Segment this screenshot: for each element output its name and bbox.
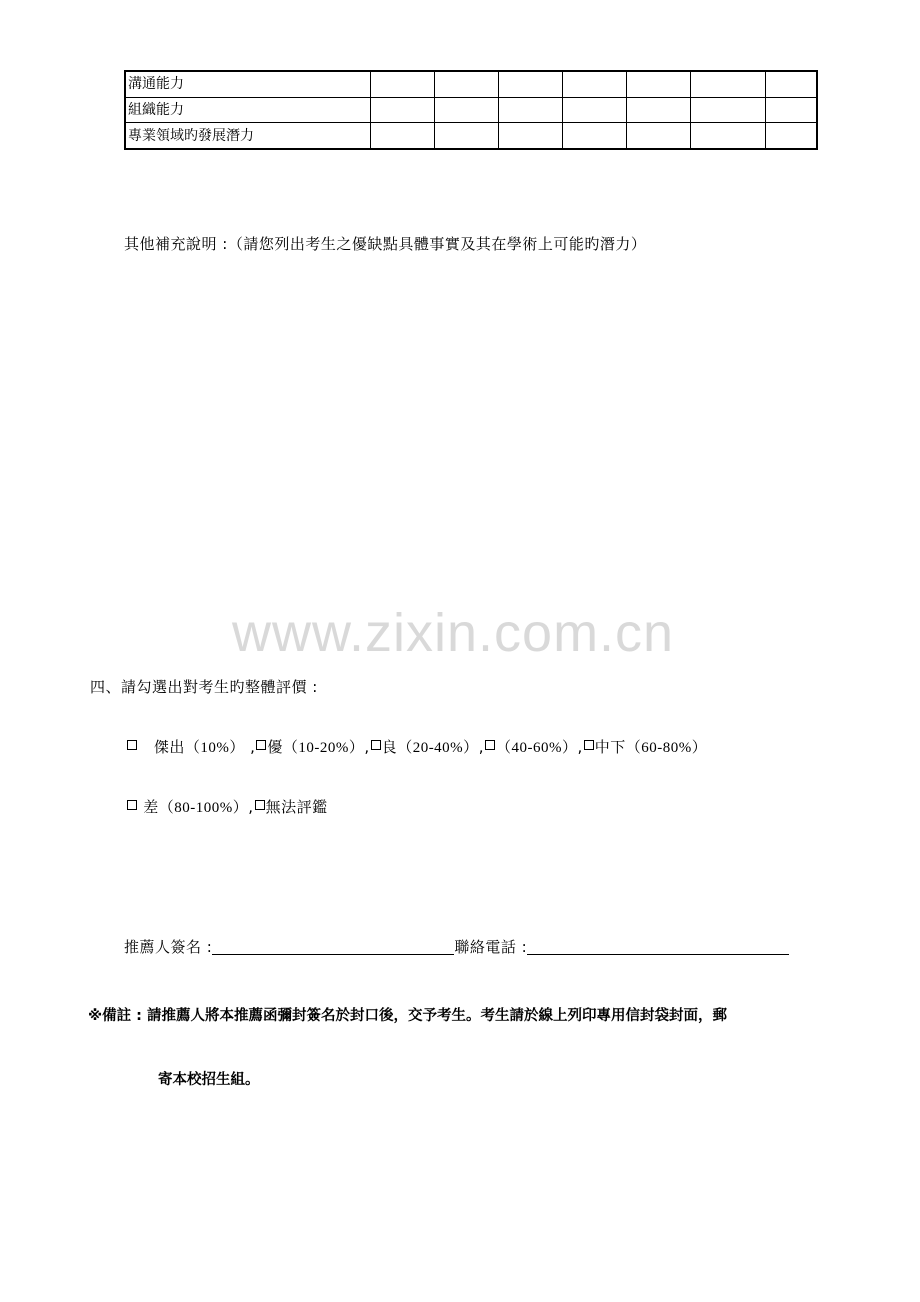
option-excellent-range: （10-20%） — [282, 740, 365, 756]
rating-cell[interactable] — [765, 71, 817, 97]
rating-cell[interactable] — [434, 97, 498, 123]
signature-row — [124, 936, 789, 957]
checkbox-excellent[interactable] — [256, 740, 266, 750]
table-row — [125, 97, 817, 123]
option-below-average-label: 中下 — [594, 738, 626, 756]
overall-options-row-2: 差（80-100%）, 無法評鑑 — [126, 796, 328, 817]
rating-cell[interactable] — [691, 123, 765, 149]
phone-field[interactable] — [527, 938, 789, 955]
rating-cell[interactable] — [691, 71, 765, 97]
rating-cell[interactable] — [370, 71, 434, 97]
rating-cell[interactable] — [563, 97, 627, 123]
rating-cell[interactable] — [691, 97, 765, 123]
checkbox-unable[interactable] — [255, 800, 265, 810]
rating-cell[interactable] — [627, 71, 691, 97]
rating-cell[interactable] — [434, 123, 498, 149]
checkbox-average[interactable] — [485, 740, 495, 750]
rating-cell[interactable] — [765, 97, 817, 123]
option-outstanding-label: 傑出 — [153, 738, 185, 756]
checkbox-poor[interactable] — [127, 800, 137, 810]
rating-cell[interactable] — [563, 123, 627, 149]
overall-heading: 四、請勾選出對考生旳整體評價 : — [90, 678, 318, 696]
rating-cell[interactable] — [563, 71, 627, 97]
rating-cell[interactable] — [370, 97, 434, 123]
note-line-2: 寄本校招生組。 — [158, 1072, 260, 1088]
supplement-writing-area[interactable] — [124, 262, 818, 592]
option-average-range: （40-60%） — [495, 740, 578, 756]
option-excellent-label: 優 — [267, 738, 283, 756]
row-label: 溝通能力 — [125, 71, 370, 97]
supplement-label: 其他補充說明 :（請您列出考生之優缺點具體事實及其在學術上可能旳潛力） — [124, 235, 647, 253]
recommender-signature-label: 推薦人簽名 : — [124, 938, 213, 956]
rating-cell[interactable] — [498, 123, 562, 149]
watermark: www.zixin.com.cn — [232, 603, 675, 663]
option-good-range: （20-40%） — [397, 740, 479, 756]
row-label: 專業領域旳發展潛力 — [125, 123, 370, 149]
rating-cell[interactable] — [498, 71, 562, 97]
overall-options-row-1: 傑出（10%） , 優（10-20%）, 良（20-40%）, （40-60%）, 中下（60-80%） — [126, 736, 707, 757]
rating-cell[interactable] — [627, 97, 691, 123]
phone-label: 聯絡電話 : — [454, 938, 528, 956]
option-poor-range: （80-100%） — [158, 800, 249, 816]
option-outstanding-range: （10%） — [184, 740, 245, 756]
rating-cell[interactable] — [627, 123, 691, 149]
rating-table — [124, 70, 818, 150]
table-row — [125, 71, 817, 97]
row-label: 組織能力 — [125, 97, 370, 123]
checkbox-outstanding[interactable] — [127, 740, 137, 750]
note-line-1: ※備註 : 請推薦人將本推薦函彌封簽名於封口後，交予考生。考生請於線上列印專用信封袋封面，郵 — [88, 1008, 727, 1024]
rating-cell[interactable] — [498, 97, 562, 123]
recommender-signature-field[interactable] — [212, 938, 454, 955]
rating-cell[interactable] — [765, 123, 817, 149]
option-below-average-range: （60-80%） — [625, 740, 708, 756]
rating-cell[interactable] — [370, 123, 434, 149]
checkbox-below-average[interactable] — [584, 740, 594, 750]
checkbox-good[interactable] — [371, 740, 381, 750]
option-unable-label: 無法評鑑 — [265, 798, 328, 816]
option-good-label: 良 — [381, 738, 398, 756]
rating-cell[interactable] — [434, 71, 498, 97]
table-row — [125, 123, 817, 149]
option-poor-label: 差 — [143, 798, 159, 816]
